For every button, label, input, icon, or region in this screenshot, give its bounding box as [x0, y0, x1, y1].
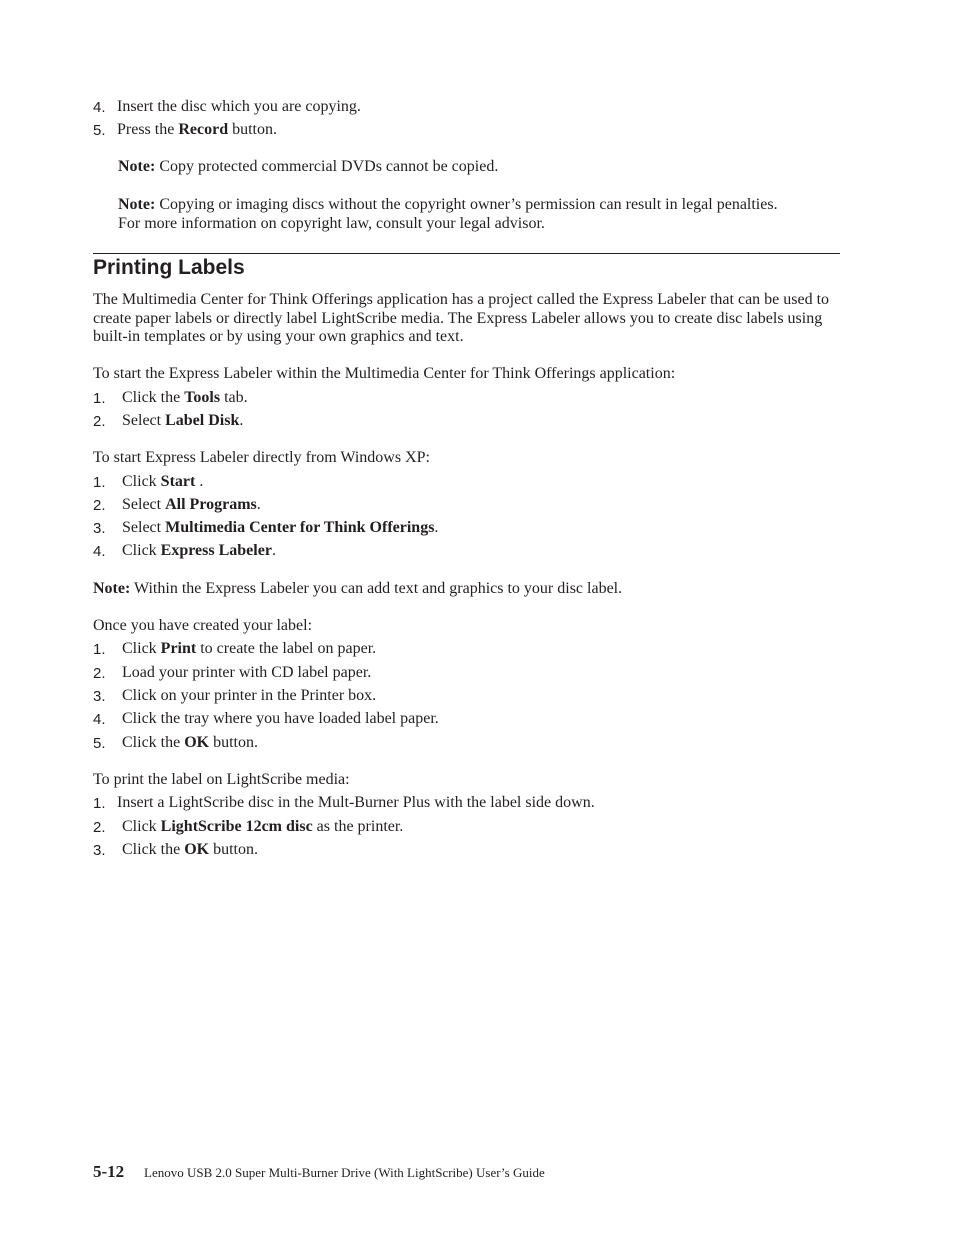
step-text: Press the Record button. [117, 121, 277, 138]
step-number: 2. [93, 497, 106, 514]
step-number: 1. [93, 390, 106, 407]
step-number: 1. [93, 795, 106, 812]
step-text: Click the OK button. [122, 841, 258, 858]
intro-paragraph: The Multimedia Center for Think Offerings application has a project called the Express Labeler that can be used to create paper labels or directly label LightScribe media. The Express Labeler allows you to create disc labels using built-in templates or by using your own graphics and text. [93, 291, 830, 345]
step-number: 4. [93, 99, 106, 116]
paragraph: Once you have created your label: [93, 617, 313, 634]
section-divider [93, 253, 840, 254]
step-number: 2. [93, 819, 106, 836]
step-number: 1. [93, 641, 106, 658]
step-text: Insert a LightScribe disc in the Mult-Burner Plus with the label side down. [117, 794, 595, 811]
step-number: 3. [93, 688, 106, 705]
paragraph: To print the label on LightScribe media: [93, 771, 350, 788]
note: Note: Within the Express Labeler you can add text and graphics to your disc label. [93, 580, 623, 597]
step-text: Click LightScribe 12cm disc as the printer. [122, 818, 404, 835]
step-text: Click the tray where you have loaded label paper. [122, 710, 439, 727]
footer-title: Lenovo USB 2.0 Super Multi-Burner Drive (With LightScribe) User’s Guide [144, 1165, 545, 1180]
step-number: 2. [93, 413, 106, 430]
paragraph: To start Express Labeler directly from Windows XP: [93, 449, 430, 466]
step-text: Click Print to create the label on paper. [122, 640, 377, 657]
step-number: 4. [93, 711, 106, 728]
step-text: Insert the disc which you are copying. [117, 98, 361, 115]
step-text: Load your printer with CD label paper. [122, 664, 372, 681]
note: Note: Copying or imaging discs without the copyright owner’s permission can result in legal penalties. For more information on copyright law, consult your legal advisor. [118, 196, 778, 232]
step-text: Select Multimedia Center for Think Offerings. [122, 519, 439, 536]
step-number: 5. [93, 735, 106, 752]
step-text: Select Label Disk. [122, 412, 244, 429]
step-text: Select All Programs. [122, 496, 261, 513]
step-number: 3. [93, 520, 106, 537]
step-number: 4. [93, 543, 106, 560]
step-text: Click Start . [122, 473, 204, 490]
step-number: 2. [93, 665, 106, 682]
step-text: Click the OK button. [122, 734, 258, 751]
paragraph: To start the Express Labeler within the Multimedia Center for Think Offerings application: [93, 365, 676, 382]
step-text: Click the Tools tab. [122, 389, 248, 406]
step-number: 5. [93, 122, 106, 139]
step-text: Click Express Labeler. [122, 542, 276, 559]
page-number: 5-12 [93, 1162, 125, 1181]
step-number: 1. [93, 474, 106, 491]
note: Note: Copy protected commercial DVDs cannot be copied. [118, 158, 499, 175]
step-text: Click on your printer in the Printer box. [122, 687, 377, 704]
section-title: Printing Labels [93, 256, 245, 279]
step-number: 3. [93, 842, 106, 859]
